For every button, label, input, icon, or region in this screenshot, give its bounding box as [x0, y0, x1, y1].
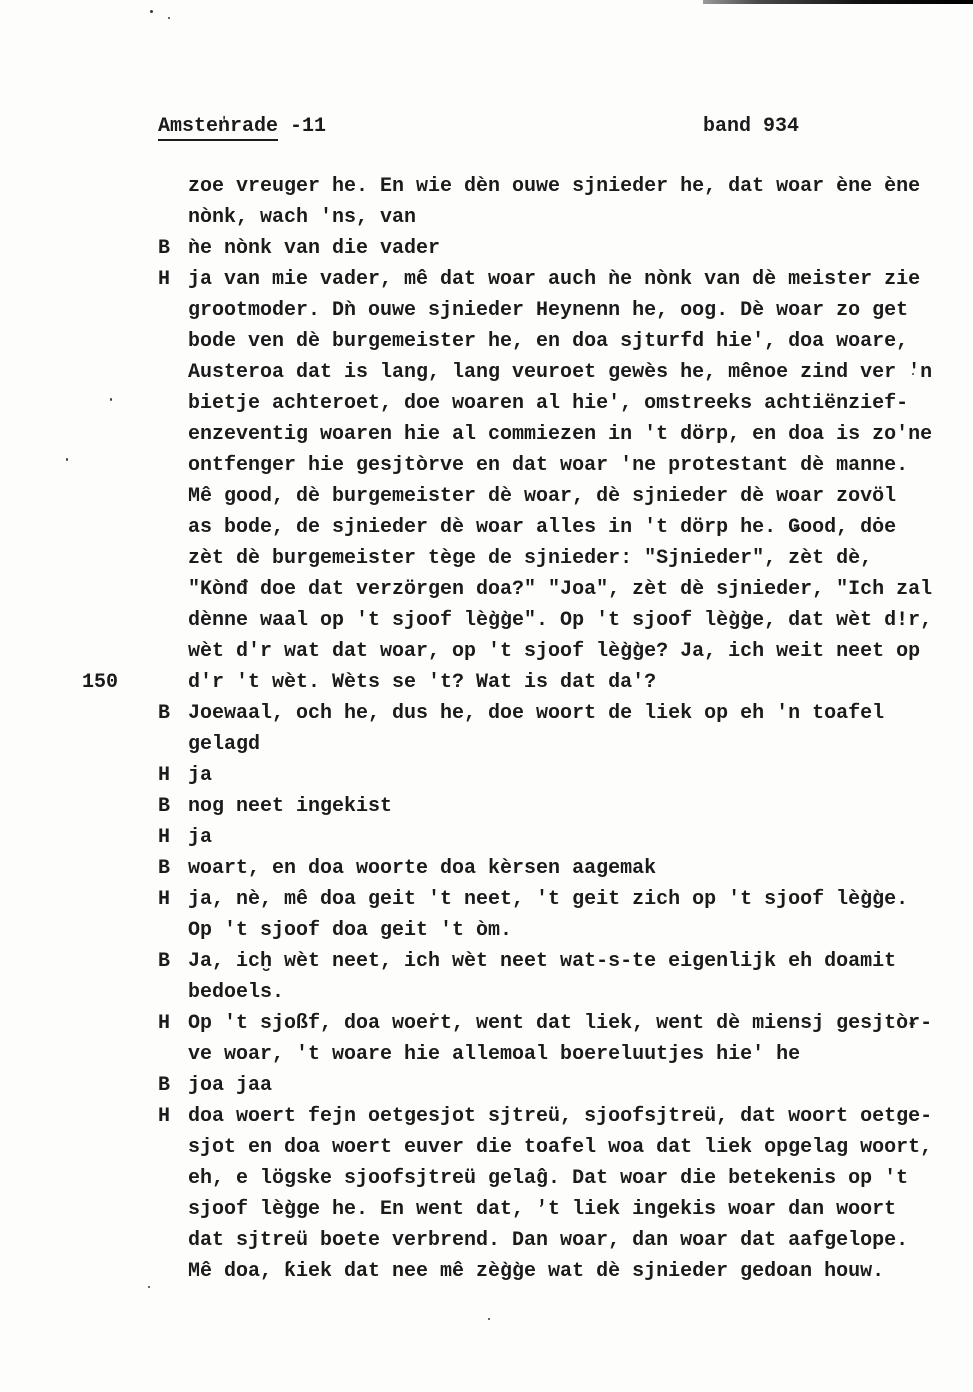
line-text: Mê good, dè burgemeister dè woar, dè sjnieder dè woar zovöl — [188, 485, 897, 508]
speaker-label: B — [158, 795, 171, 818]
transcript-line — [158, 915, 958, 946]
line-text: bedoels. — [188, 981, 285, 1004]
transcript-line — [158, 729, 958, 760]
transcript-line — [158, 1008, 958, 1039]
transcript-line — [158, 326, 958, 357]
line-text: Mê doa, ƙiek dat nee mê zèg̀g̀e wat dè sjnieder gedoan houw. — [188, 1260, 885, 1283]
transcript-line — [158, 543, 958, 574]
transcript-line — [158, 233, 958, 264]
line-text: Austeroa dat is lang, lang veuroet gewès he, mênoe zind ver 'n — [188, 361, 933, 384]
transcript-line — [82, 667, 958, 698]
line-text: dènne waal op 't sjoof lèg̀g̀e". Op 't sjoof lèg̀g̀e, dat wèt d!r, — [188, 609, 933, 632]
transcript-line — [158, 202, 958, 233]
transcript-line — [158, 388, 958, 419]
transcript-line — [158, 481, 958, 512]
line-text: zèt dè burgemeister tège de sjnieder: "Sjnieder", zèt dè, — [188, 547, 873, 570]
line-text: Joewaal, och he, dus he, doe woort de liek op eh 'n toafel — [188, 702, 885, 725]
speaker-label: H — [158, 1012, 171, 1035]
transcript-line — [158, 419, 958, 450]
transcript-line — [158, 946, 958, 977]
line-text: nog neet ingekist — [188, 795, 393, 818]
transcript-line — [158, 636, 958, 667]
speaker-label: B — [158, 237, 171, 260]
line-text: ǹe nònk van die vader — [188, 237, 441, 260]
scan-speck — [66, 458, 68, 461]
line-text: Op 't sjoof doa geit 't òm. — [188, 919, 513, 942]
transcript-line — [158, 450, 958, 481]
speaker-label: B — [158, 702, 171, 725]
line-text: ontfenger hie gesjtòrve en dat woar 'ne protestant dè manne. — [188, 454, 909, 477]
line-text: Op 't sjoßf, doa woert, went dat liek, went dè miensj gesjtòɍ- — [188, 1012, 933, 1035]
transcript-line — [158, 760, 958, 791]
speaker-label: H — [158, 1105, 171, 1128]
transcript-line — [158, 574, 958, 605]
scan-speck — [148, 1286, 150, 1288]
transcript-line — [158, 698, 958, 729]
transcript-line — [158, 1256, 958, 1287]
speaker-label: H — [158, 268, 171, 291]
line-text: ja, nè, mê doa geit 't neet, 't geit zich op 't sjoof lèg̀g̀e. — [188, 888, 909, 911]
speaker-label: H — [158, 764, 171, 787]
transcript-line — [158, 357, 958, 388]
transcript-line — [158, 822, 958, 853]
transcript-line — [158, 1225, 958, 1256]
line-text: dat sjtreü boete verbrend. Dan woar, dan woar dat aafgelope. — [188, 1229, 909, 1252]
line-text: zoe vreuger he. En wie dèn ouwe sjnieder he, dat woar ène ène — [188, 175, 921, 198]
speaker-label: B — [158, 1074, 171, 1097]
transcript-line — [158, 171, 958, 202]
line-text: sjoof lèg̀ge he. En went dat, 't liek ingekis woar dan woort — [188, 1198, 897, 1221]
page-header — [0, 111, 973, 143]
scan-speck — [488, 1318, 490, 1320]
line-text: as bode, de sjnieder dè woar alles in 't dörp he. Ǥood, dȯe — [188, 516, 897, 539]
speaker-label: B — [158, 950, 171, 973]
line-text: ve woar, 't woare hie allemoal boereluutjes hie' he — [188, 1043, 801, 1066]
margin-line-number: 150 — [82, 671, 119, 694]
line-text: ja van mie vader, mê dat woar auch ǹe nònk van dè meister zie — [188, 268, 921, 291]
line-text: nònk, wach 'ns, van — [188, 206, 417, 229]
page-number: -11 — [278, 115, 327, 138]
document-title-text: Amsten̍rade — [158, 115, 278, 141]
document-title — [158, 111, 326, 143]
line-text: eh, e lögske sjoofsjtreü gelaĝ. Dat woar die betekenis op 't — [188, 1167, 909, 1190]
scan-speck — [110, 398, 112, 401]
line-text: ja — [188, 826, 213, 849]
transcript-line — [158, 1194, 958, 1225]
transcript-line — [158, 791, 958, 822]
transcript-line — [158, 853, 958, 884]
line-text: gelagd — [188, 733, 261, 756]
band-label: band 934 — [703, 115, 800, 138]
transcript-line — [158, 884, 958, 915]
line-text: bietje achteroet, doe woaren al hie', omstreeks achtiënzief- — [188, 392, 909, 415]
line-text: joa jaa — [188, 1074, 273, 1097]
transcript-line — [158, 1132, 958, 1163]
line-text: Ja, icḫ wèt neet, ich wèt neet wat-s-te eigenlijk eh doamit — [188, 950, 897, 973]
line-text: d'r 't wèt. Wèts se 't? Wat is dat da'? — [188, 671, 657, 694]
transcript-line — [158, 1101, 958, 1132]
line-text: enzeventig woaren hie al commiezen in 't dörp, en doa is zo'ne — [188, 423, 933, 446]
transcript-line — [158, 1070, 958, 1101]
transcript-line — [158, 295, 958, 326]
transcript-line — [158, 977, 958, 1008]
scan-artifact-line — [703, 0, 973, 4]
line-text: doa woert fejn oetgesjot sjtreü, sjoofsjtreü, dat woort oetge- — [188, 1105, 933, 1128]
transcript-body — [82, 171, 958, 1287]
transcript-line — [158, 1163, 958, 1194]
transcript-line — [158, 512, 958, 543]
line-text: woart, en doa woorte doa kèrsen aagemak — [188, 857, 657, 880]
line-text: bode ven dè burgemeister he, en doa sjturfd hie', doa woare, — [188, 330, 909, 353]
line-text: sjot en doa woert euver die toafel woa dat liek opgelag woort, — [188, 1136, 933, 1159]
transcript-line — [158, 1039, 958, 1070]
speaker-label: B — [158, 857, 171, 880]
transcript-line — [158, 264, 958, 295]
line-text: grootmoder. Dǹ ouwe sjnieder Heynenn he, oog. Dè woar zo get — [188, 299, 909, 322]
line-text: wèt d'r wat dat woar, op 't sjoof lèg̀g̀e? Ja, ich weit neet op — [188, 640, 921, 663]
speaker-label: H — [158, 826, 171, 849]
transcript-line — [158, 605, 958, 636]
scan-speck — [150, 10, 153, 13]
line-text: ja — [188, 764, 213, 787]
speaker-label: H — [158, 888, 171, 911]
scan-speck — [168, 17, 170, 19]
line-text: "Kònđ doe dat verzörgen doa?" "Joa", zèt dè sjnieder, "Ich zal — [188, 578, 933, 601]
